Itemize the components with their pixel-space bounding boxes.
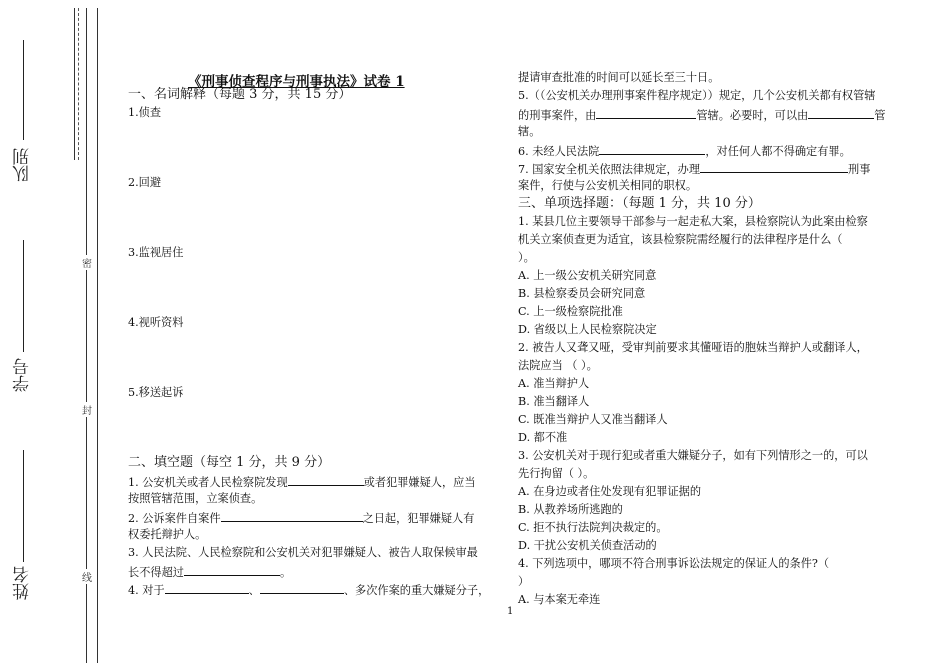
text: ，对任何人都不得确定有罪。: [705, 145, 851, 158]
text: 或者犯罪嫌疑人，应当: [363, 476, 476, 489]
blank[interactable]: [288, 472, 364, 486]
text: 长不得超过: [128, 566, 184, 579]
term-item-2: 2.回避: [128, 176, 162, 189]
blank[interactable]: [596, 105, 696, 119]
choice-q1-line2: 机关立案侦查更为适宜，该县检察院需经履行的法律程序是什么（: [518, 233, 843, 246]
seal-mark-feng: 封: [82, 402, 92, 417]
seal-mark-xian: 线: [82, 569, 92, 584]
text: 、: [248, 584, 260, 597]
name-label: 姓名: [13, 566, 33, 600]
choice-q1-line1: 1. 某县几位主要领导干部参与一起走私大案，县检察院认为此案由检察: [518, 215, 868, 228]
blank[interactable]: [260, 580, 344, 594]
fill-q1-line1: [128, 472, 500, 490]
fill-q4-line1: [128, 580, 500, 598]
text: 1. 公安机关或者人民检察院发现: [128, 476, 288, 489]
term-item-4: 4.视听资料: [128, 316, 184, 329]
blank[interactable]: [221, 508, 363, 522]
term-item-5: 5.移送起诉: [128, 386, 184, 399]
option-b[interactable]: B. 准当翻译人: [518, 395, 590, 408]
option-a[interactable]: A. 准当辩护人: [518, 377, 590, 390]
blank[interactable]: [599, 141, 705, 155]
text: 。: [279, 566, 292, 579]
blank[interactable]: [700, 159, 848, 173]
section2-heading: 二、填空题（每空 1 分，共 9 分）: [128, 455, 331, 470]
fill-q5-line3: 辖。: [518, 125, 541, 138]
fill-q7-line2: 案件，行使与公安机关相同的职权。: [518, 179, 698, 192]
option-b[interactable]: B. 从教养场所逃跑的: [518, 503, 623, 516]
fill-q7-line1: [518, 159, 890, 177]
seal-mark-mi: 密: [82, 255, 92, 270]
option-c[interactable]: C. 上一级检察院批准: [518, 305, 623, 318]
margin-dashed-line: [78, 8, 79, 160]
fill-q6: [518, 141, 890, 159]
choice-q2-line1: 2. 被告人又聋又哑，受审判前要求其懂哑语的胞妹当辩护人或翻译人，: [518, 341, 868, 354]
option-c[interactable]: C. 拒不执行法院判决裁定的。: [518, 521, 668, 534]
fill-q4-line2: 提请审查批准的时间可以延长至三十日。: [518, 71, 720, 84]
term-item-3: 3.监视居住: [128, 246, 184, 259]
blank[interactable]: [165, 580, 249, 594]
choice-q2-line2: 法院应当 （ ）。: [518, 359, 598, 372]
option-c[interactable]: C. 既准当辩护人又准当翻译人: [518, 413, 668, 426]
term-item-1: 1.侦查: [128, 106, 162, 119]
option-a[interactable]: A. 与本案无牵连: [518, 593, 601, 606]
fill-q3-line2: [128, 562, 500, 580]
choice-q1-line3: ）。: [518, 251, 535, 264]
text: 刑事: [848, 163, 871, 176]
exam-title: 《刑事侦查程序与刑事执法》试卷 1: [188, 74, 405, 90]
option-b[interactable]: B. 县检察委员会研究同意: [518, 287, 646, 300]
option-a[interactable]: A. 上一级公安机关研究同意: [518, 269, 657, 282]
choice-q3-line2: 先行拘留（ ）。: [518, 467, 595, 480]
text: 管辖。必要时，可以由: [696, 109, 809, 122]
fill-q5-line2: [518, 105, 890, 123]
answer-space[interactable]: [128, 122, 500, 174]
answer-space[interactable]: [128, 402, 500, 454]
answer-space[interactable]: [128, 262, 500, 314]
right-column: [518, 69, 890, 609]
student-id-label: 学号: [13, 358, 33, 392]
section1-heading: 一、名词解释（每题 3 分，共 15 分）: [128, 87, 352, 102]
name-field-line[interactable]: [23, 450, 24, 562]
option-d[interactable]: D. 干扰公安机关侦查活动的: [518, 539, 657, 552]
blank[interactable]: [808, 105, 874, 119]
text: 之日起，犯罪嫌疑人有: [362, 512, 475, 525]
margin-line-long: [86, 8, 87, 663]
blank[interactable]: [184, 562, 280, 576]
page-number: 1: [507, 606, 514, 617]
choice-q4-line2: ）: [518, 575, 530, 588]
fill-q3-line1: 3. 人民法院、人民检察院和公安机关对犯罪嫌疑人、被告人取保候审最: [128, 546, 478, 559]
section3-heading: 三、单项选择题：（每题 1 分，共 10 分）: [518, 196, 761, 211]
text: 的刑事案件，由: [518, 109, 597, 122]
option-d[interactable]: D. 省级以上人民检察院决定: [518, 323, 657, 336]
team-label: 队别: [13, 148, 33, 182]
fill-q5-line1: 5.（（公安机关办理刑事案件程序规定））规定，几个公安机关都有权管辖: [518, 89, 876, 102]
margin-line-long-2: [97, 8, 98, 663]
text: 、多次作案的重大嫌疑分子，: [343, 584, 490, 597]
answer-space[interactable]: [128, 332, 500, 384]
choice-q4-line1: 4. 下列选项中，哪项不符合刑事诉讼法规定的保证人的条件?（: [518, 557, 830, 570]
fill-q2-line1: [128, 508, 500, 526]
answer-space[interactable]: [128, 192, 500, 244]
text: 管: [874, 109, 886, 122]
text: 7. 国家安全机关依照法律规定，办理: [518, 163, 701, 176]
fill-q2-line2: 权委托辩护人。: [128, 528, 207, 541]
choice-q3-line1: 3. 公安机关对于现行犯或者重大嫌疑分子，如有下列情形之一的，可以: [518, 449, 868, 462]
team-field-line[interactable]: [23, 40, 24, 140]
student-id-field-line[interactable]: [23, 240, 24, 352]
fill-q1-line2: 按照管辖范围，立案侦查。: [128, 492, 263, 505]
option-d[interactable]: D. 都不准: [518, 431, 568, 444]
text: 4. 对于: [128, 584, 165, 597]
option-a[interactable]: A. 在身边或者住处发现有犯罪证据的: [518, 485, 702, 498]
text: 6. 未经人民法院: [518, 145, 600, 158]
text: 2. 公诉案件自案件: [128, 512, 221, 525]
left-column: [128, 86, 500, 598]
margin-line: [74, 8, 75, 160]
